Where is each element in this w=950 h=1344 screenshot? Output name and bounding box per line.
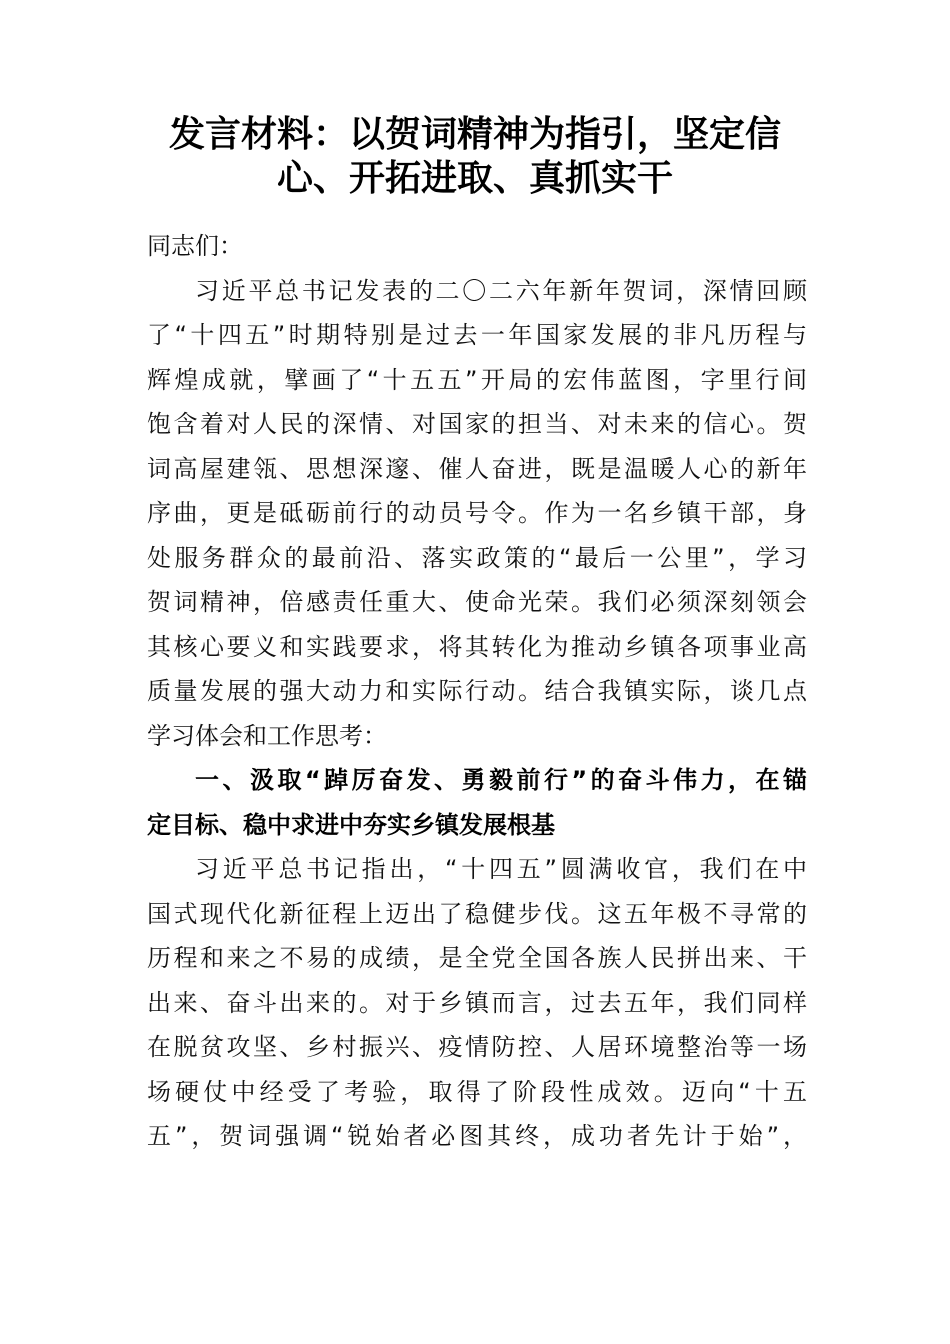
paragraph-line: 饱含着对人民的深情、对国家的担当、对未来的信心。贺 bbox=[147, 410, 807, 438]
paragraph-line: 习近平总书记发表的二〇二六年新年贺词，深情回顾 bbox=[195, 276, 807, 305]
heading-line: 定目标、稳中求进中夯实乡镇发展根基 bbox=[147, 810, 555, 839]
paragraph-line: 在脱贫攻坚、乡村振兴、疫情防控、人居环境整治等一场 bbox=[147, 1033, 807, 1061]
section-1-heading bbox=[147, 758, 807, 847]
title-line-1: 发言材料：以贺词精神为指引，坚定信 bbox=[168, 113, 781, 155]
paragraph-line: 场硬仗中经受了考验，取得了阶段性成效。迈向“十五 bbox=[147, 1077, 807, 1106]
title-line-2: 心、开拓进取、真抓实干 bbox=[276, 157, 673, 199]
paragraph-line: 了“十四五”时期特别是过去一年国家发展的非凡历程与 bbox=[147, 321, 807, 349]
paragraph-line: 出来、奋斗出来的。对于乡镇而言，过去五年，我们同样 bbox=[147, 988, 807, 1017]
paragraph-line: 学习体会和工作思考： bbox=[147, 721, 387, 750]
paragraph-line: 其核心要义和实践要求，将其转化为推动乡镇各项事业高 bbox=[147, 632, 807, 661]
paragraph-line: 序曲，更是砥砺前行的动员号令。作为一名乡镇干部，身 bbox=[147, 499, 807, 527]
salutation: 同志们： bbox=[147, 232, 243, 260]
document-body bbox=[147, 224, 807, 1159]
paragraph-1 bbox=[147, 269, 807, 759]
paragraph-line: 五”，贺词强调“锐始者必图其终，成功者先计于始”， bbox=[147, 1122, 807, 1150]
paragraph-line: 历程和来之不易的成绩，是全党全国各族人民拼出来、干 bbox=[147, 944, 807, 972]
document-title bbox=[100, 112, 850, 200]
paragraph-line: 国式现代化新征程上迈出了稳健步伐。这五年极不寻常的 bbox=[147, 899, 807, 928]
heading-line: 一、汲取“踔厉奋发、勇毅前行”的奋斗伟力，在锚 bbox=[195, 766, 807, 794]
paragraph-2 bbox=[147, 847, 807, 1159]
paragraph-line: 质量发展的强大动力和实际行动。结合我镇实际，谈几点 bbox=[147, 677, 807, 705]
paragraph-line: 习近平总书记指出，“十四五”圆满收官，我们在中 bbox=[195, 855, 807, 883]
paragraph-line: 贺词精神，倍感责任重大、使命光荣。我们必须深刻领会 bbox=[147, 588, 807, 616]
paragraph-line: 辉煌成就，擘画了“十五五”开局的宏伟蓝图，字里行间 bbox=[147, 365, 807, 394]
paragraph-line: 处服务群众的最前沿、落实政策的“最后一公里”，学习 bbox=[147, 543, 807, 572]
paragraph-line: 词高屋建瓴、思想深邃、催人奋进，既是温暖人心的新年 bbox=[147, 454, 807, 483]
